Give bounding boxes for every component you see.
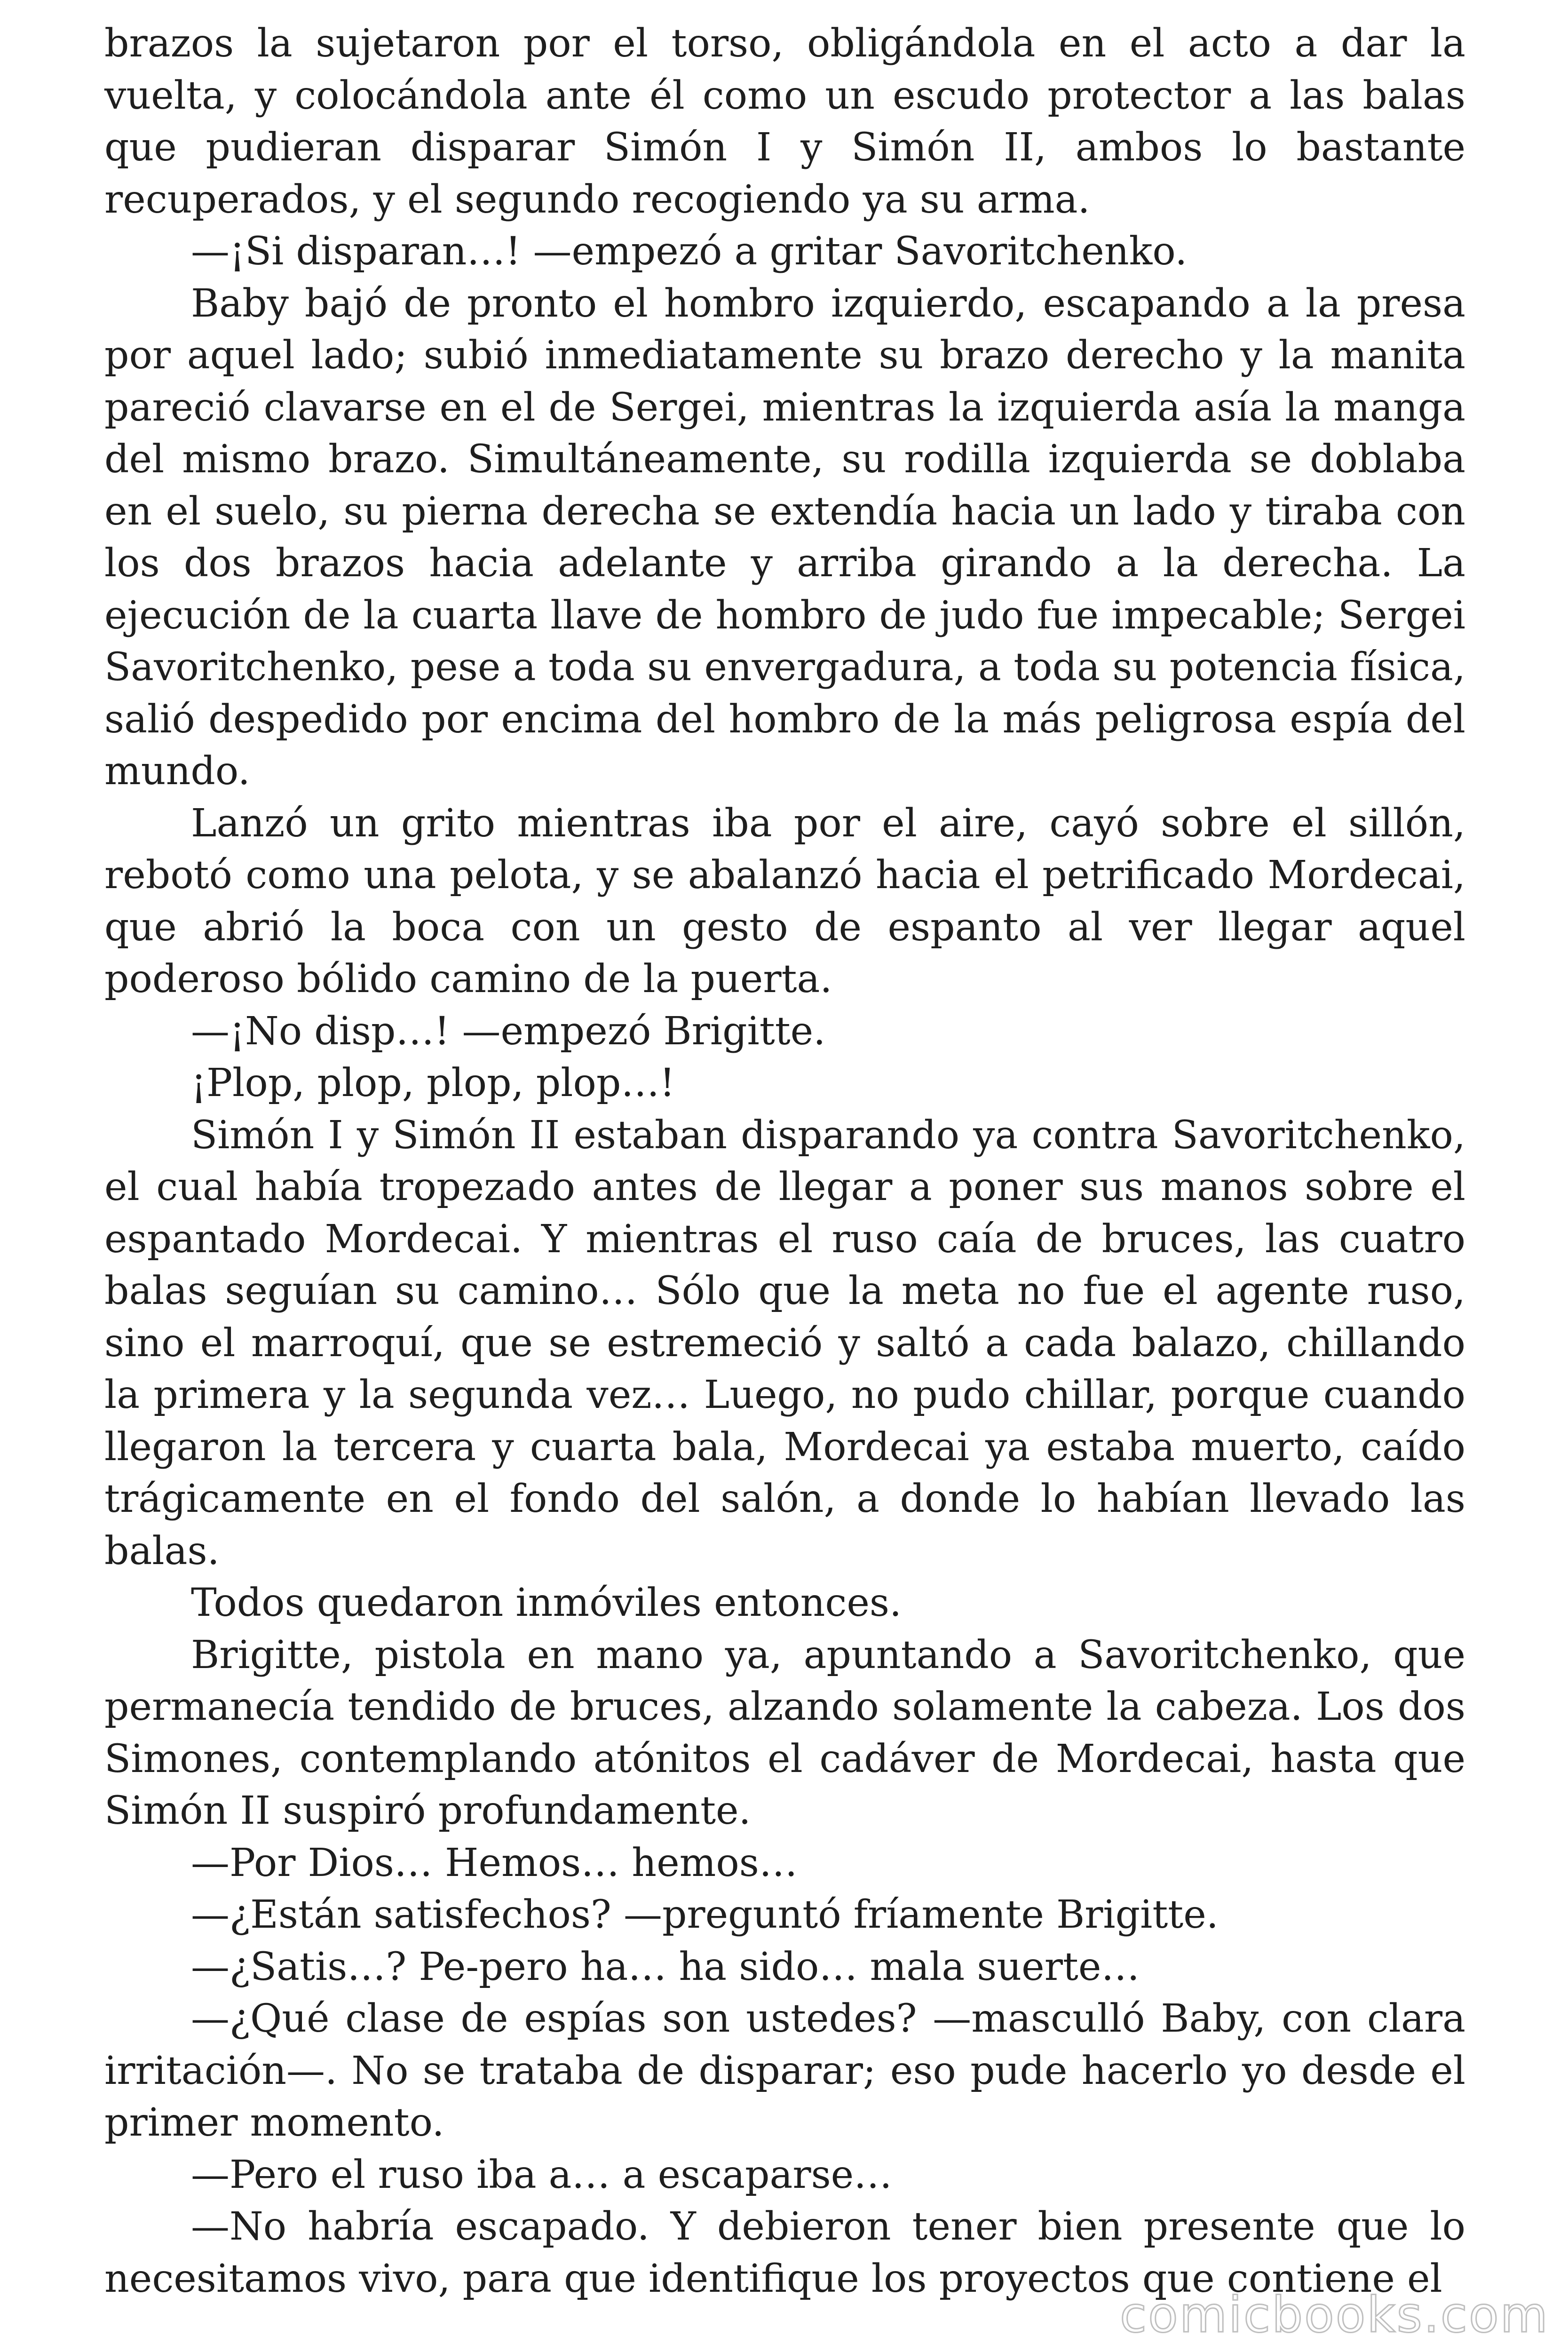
paragraph-4: Lanzó un grito mientras iba por el aire, cayó sobre el sillón, rebotó como una pelota, y se abalanzó hacia el petrificado Mordecai, que abrió la boca con un gesto de espanto al ver llegar aquel poderoso bólido camino de la puerta. xyxy=(104,801,1465,1001)
paragraph-1: brazos la sujetaron por el torso, obligándola en el acto a dar la vuelta, y colocándola ante él como un escudo protector a las balas que pudieran disparar Simón I y Simón II, ambos lo bastante recuperados, y el segundo recogiendo ya su arma. xyxy=(104,21,1465,222)
paragraph-7: Simón I y Simón II estaban disparando ya contra Savoritchenko, el cual había tropezado antes de llegar a poner sus manos sobre el espantado Mordecai. Y mientras el ruso caía de bruces, las cuatro balas seguían su camino… Sólo que la meta no fue el agente ruso, sino el marroquí, que se estremeció y saltó a cada balazo, chillando la primera y la segunda vez… Luego, no pudo chillar, porque cuando llegaron la tercera y cuarta bala, Mordecai ya estaba muerto, caído trágicamente en el fondo del salón, a donde lo habían llevado las balas. xyxy=(104,1112,1465,1573)
paragraph-9: Brigitte, pistola en mano ya, apuntando a Savoritchenko, que permanecía tendido de bruces, alzando solamente la cabeza. Los dos Simones, contemplando atónitos el cadáver de Mordecai, hasta que Simón II suspiró profundamente. xyxy=(104,1632,1465,1833)
paragraph-2: —¡Si disparan…! —empezó a gritar Savoritchenko. xyxy=(191,229,1188,274)
body-text xyxy=(104,18,1465,2305)
paragraph-6: ¡Plop, plop, plop, plop…! xyxy=(191,1061,675,1105)
paragraph-3: Baby bajó de pronto el hombro izquierdo, escapando a la presa por aquel lado; subió inmediatamente su brazo derecho y la manita pareció clavarse en el de Sergei, mientras la izquierda asía la manga del mismo brazo. Simultáneamente, su rodilla izquierda se doblaba en el suelo, su pierna derecha se extendía hacia un lado y tiraba con los dos brazos hacia adelante y arriba girando a la derecha. La ejecución de la cuarta llave de hombro de judo fue impecable; Sergei Savoritchenko, pese a toda su envergadura, a toda su potencia física, salió despedido por encima del hombro de la más peligrosa espía del mundo. xyxy=(104,281,1465,794)
paragraph-15: —No habría escapado. Y debieron tener bien presente que lo necesitamos vivo, para que identifique los proyectos que contiene el xyxy=(104,2204,1465,2301)
paragraph-11: —¿Están satisfechos? —preguntó fríamente Brigitte. xyxy=(191,1892,1219,1937)
paragraph-13: —¿Qué clase de espías son ustedes? —masculló Baby, con clara irritación—. No se trataba de disparar; eso pude hacerlo yo desde el primer momento. xyxy=(104,1996,1465,2145)
paragraph-5: —¡No disp…! —empezó Brigitte. xyxy=(191,1009,826,1054)
paragraph-8: Todos quedaron inmóviles entonces. xyxy=(191,1581,902,1625)
paragraph-10: —Por Dios… Hemos… hemos… xyxy=(191,1840,798,1885)
watermark: comicbooks.com xyxy=(1119,2286,1549,2344)
paragraph-12: —¿Satis…? Pe-pero ha… ha sido… mala suerte… xyxy=(191,1944,1140,1989)
paragraph-14: —Pero el ruso iba a… a escaparse… xyxy=(191,2152,893,2197)
